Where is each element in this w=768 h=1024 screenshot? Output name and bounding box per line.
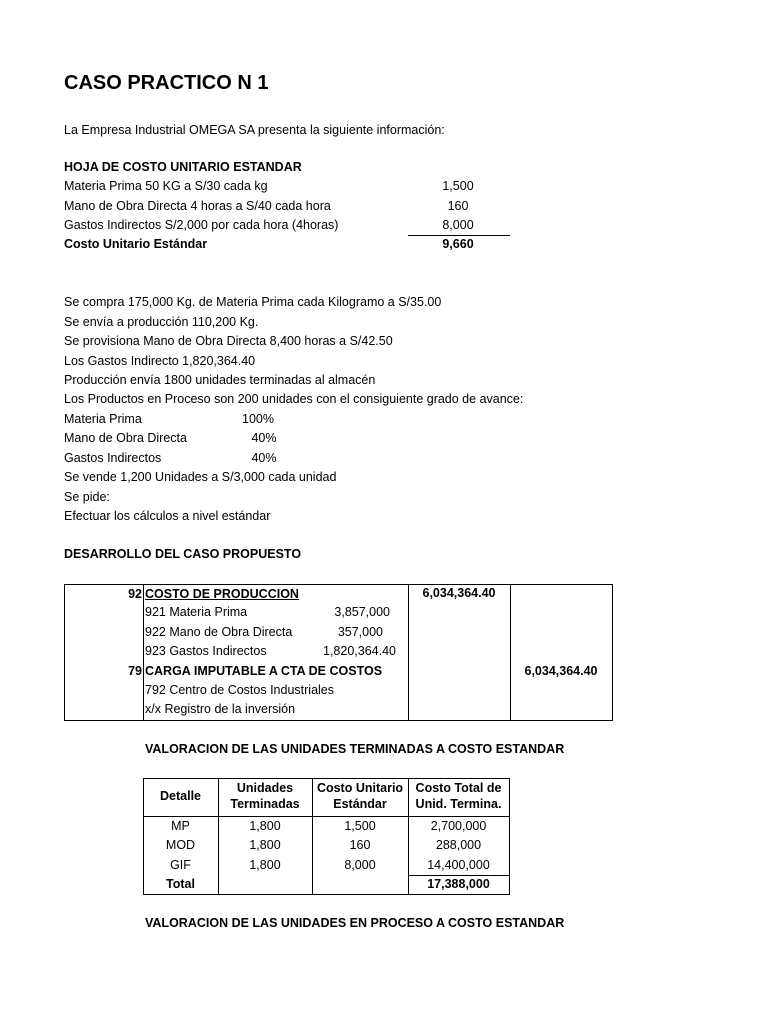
table-cell: 2,700,000: [430, 819, 487, 833]
statement-line: Los Productos en Proceso son 200 unidades con el consiguiente grado de avance:: [64, 392, 524, 406]
sub-account-label: 921 Materia Prima: [145, 605, 248, 619]
statement-line: Efectuar los cálculos a nivel estándar: [64, 509, 271, 523]
table-cell: 1,800: [249, 838, 281, 852]
statement-line: Producción envía 1800 unidades terminadas al almacén: [64, 373, 376, 387]
statement-line: Se vende 1,200 Unidades a S/3,000 cada unidad: [64, 470, 337, 484]
valoracion-heading: VALORACION DE LAS UNIDADES TERMINADAS A COSTO ESTANDAR: [145, 742, 565, 756]
table-cell: 1,500: [344, 819, 376, 833]
table-cell: 160: [349, 838, 371, 852]
statement-line: Se pide:: [64, 490, 110, 504]
col-header: Costo Total de Unid. Termina.: [415, 781, 502, 811]
avance-value: 40%: [251, 451, 277, 465]
hoja-heading: HOJA DE COSTO UNITARIO ESTANDAR: [64, 160, 302, 174]
page-title: CASO PRACTICO N 1: [64, 72, 269, 94]
hoja-row-label: Mano de Obra Directa 4 horas a S/40 cada hora: [64, 199, 331, 213]
total-value: 17,388,000: [427, 877, 490, 891]
total-label: Total: [166, 877, 195, 891]
avance-value: 100%: [242, 412, 274, 426]
desarrollo-heading: DESARROLLO DEL CASO PROPUESTO: [64, 547, 302, 561]
avance-value: 40%: [251, 431, 277, 445]
table-cell: GIF: [170, 858, 191, 872]
hoja-total-label: Costo Unitario Estándar: [64, 237, 208, 251]
table-cell: MOD: [165, 838, 196, 852]
col-header: Unidades Terminadas: [230, 781, 300, 811]
avance-label: Materia Prima: [64, 412, 142, 426]
account-92-label: COSTO DE PRODUCCION: [145, 587, 299, 601]
hoja-row-label: Gastos Indirectos S/2,000 por cada hora (4horas): [64, 218, 339, 232]
debit-amount: 6,034,364.40: [422, 586, 496, 600]
sub-account-value: 357,000: [337, 625, 383, 639]
sub-account-label: 922 Mano de Obra Directa: [145, 625, 293, 639]
hoja-row-value: 160: [447, 199, 469, 213]
col-header: Costo Unitario Estándar: [316, 781, 404, 811]
table-cell: 8,000: [344, 858, 376, 872]
account-79-label: CARGA IMPUTABLE A CTA DE COSTOS: [145, 664, 383, 678]
statement-line: Se compra 175,000 Kg. de Materia Prima cada Kilogramo a S/35.00: [64, 295, 442, 309]
sub-account-value: 3,857,000: [334, 605, 390, 619]
proceso-heading: VALORACION DE LAS UNIDADES EN PROCESO A COSTO ESTANDAR: [145, 916, 565, 930]
sub-account-value: 1,820,364.40: [323, 644, 396, 658]
account-79: 79: [128, 664, 142, 678]
avance-label: Mano de Obra Directa: [64, 431, 187, 445]
hoja-row-value: 8,000: [442, 218, 474, 232]
entry-note: x/x Registro de la inversión: [145, 702, 296, 716]
avance-label: Gastos Indirectos: [64, 451, 162, 465]
statement-line: Los Gastos Indirecto 1,820,364.40: [64, 354, 256, 368]
table-cell: MP: [171, 819, 190, 833]
account-92: 92: [128, 587, 142, 601]
sub-account-label: 923 Gastos Indirectos: [145, 644, 267, 658]
table-cell: 14,400,000: [427, 858, 490, 872]
table-cell: 1,800: [249, 858, 281, 872]
hoja-row-label: Materia Prima 50 KG a S/30 cada kg: [64, 179, 268, 193]
account-792-label: 792 Centro de Costos Industriales: [145, 683, 334, 697]
statement-line: Se envía a producción 110,200 Kg.: [64, 315, 259, 329]
hoja-row-value: 1,500: [442, 179, 474, 193]
table-cell: 1,800: [249, 819, 281, 833]
credit-amount: 6,034,364.40: [524, 664, 598, 678]
col-header: Detalle: [160, 789, 201, 803]
intro-text: La Empresa Industrial OMEGA SA presenta la siguiente información:: [64, 123, 445, 137]
table-cell: 288,000: [435, 838, 482, 852]
hoja-total-value: 9,660: [442, 237, 474, 251]
statement-line: Se provisiona Mano de Obra Directa 8,400 horas a S/42.50: [64, 334, 393, 348]
